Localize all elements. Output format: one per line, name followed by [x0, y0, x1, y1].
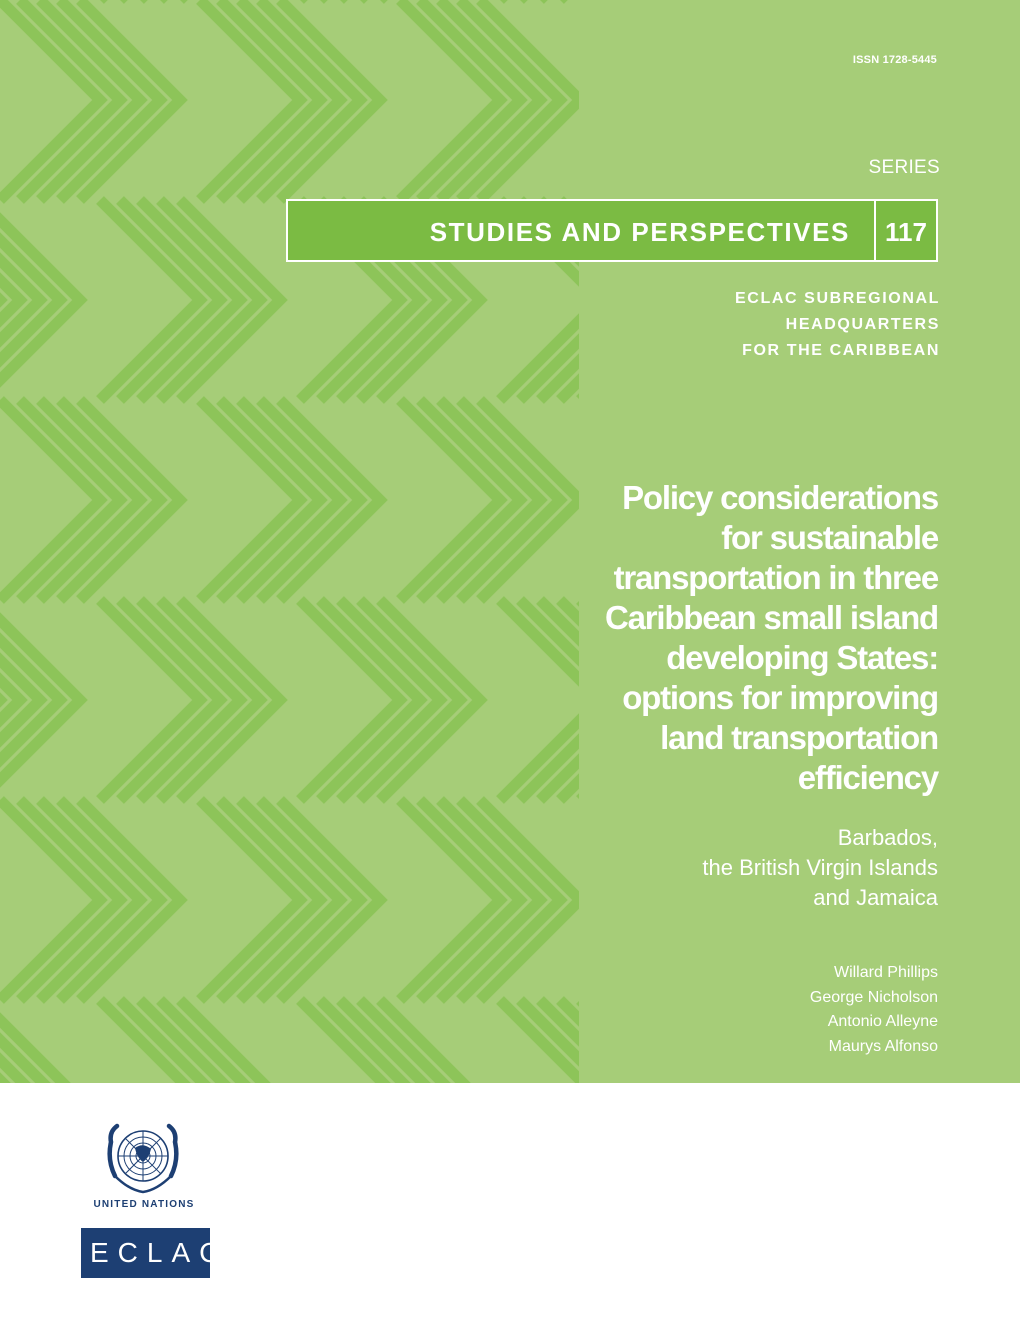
title-line: Caribbean small island	[604, 599, 938, 636]
author-name: Antonio Alleyne	[827, 1013, 938, 1030]
subtitle-line: Barbados,	[837, 825, 938, 850]
title-line: developing States:	[666, 639, 938, 676]
series-number: 117	[885, 217, 927, 247]
subregional-headquarters	[735, 286, 940, 364]
issn-label: ISSN 1728-5445	[852, 54, 937, 66]
author-name: Maurys Alfonso	[828, 1037, 938, 1055]
title-line: efficiency	[797, 759, 938, 796]
subtitle-line: and Jamaica	[813, 885, 938, 910]
subtitle-line: the British Virgin Islands	[702, 855, 938, 880]
series-box	[286, 199, 938, 262]
document-subtitle	[702, 823, 938, 913]
title-line: transportation in three	[613, 559, 938, 596]
title-line: for sustainable	[721, 519, 938, 556]
author-name: George Nicholson	[809, 988, 938, 1006]
subregional-line: FOR THE CARIBBEAN	[742, 342, 940, 359]
series-title: STUDIES AND PERSPECTIVES	[429, 217, 850, 247]
series-label: SERIES	[868, 157, 940, 178]
title-line: Policy considerations	[622, 479, 938, 516]
un-emblem-icon	[99, 1118, 187, 1204]
author-name: Willard Phillips	[833, 964, 938, 981]
eclac-logo: ECLAC	[81, 1228, 210, 1278]
document-title	[605, 478, 938, 798]
subregional-line: HEADQUARTERS	[785, 316, 940, 333]
author-list	[810, 961, 938, 1059]
chevron-stripe-pattern	[0, 0, 579, 1083]
subregional-line: ECLAC SUBREGIONAL	[735, 290, 940, 307]
title-line: land transportation	[660, 719, 938, 756]
title-line: options for improving	[622, 679, 938, 716]
united-nations-label: UNITED NATIONS	[93, 1199, 195, 1210]
